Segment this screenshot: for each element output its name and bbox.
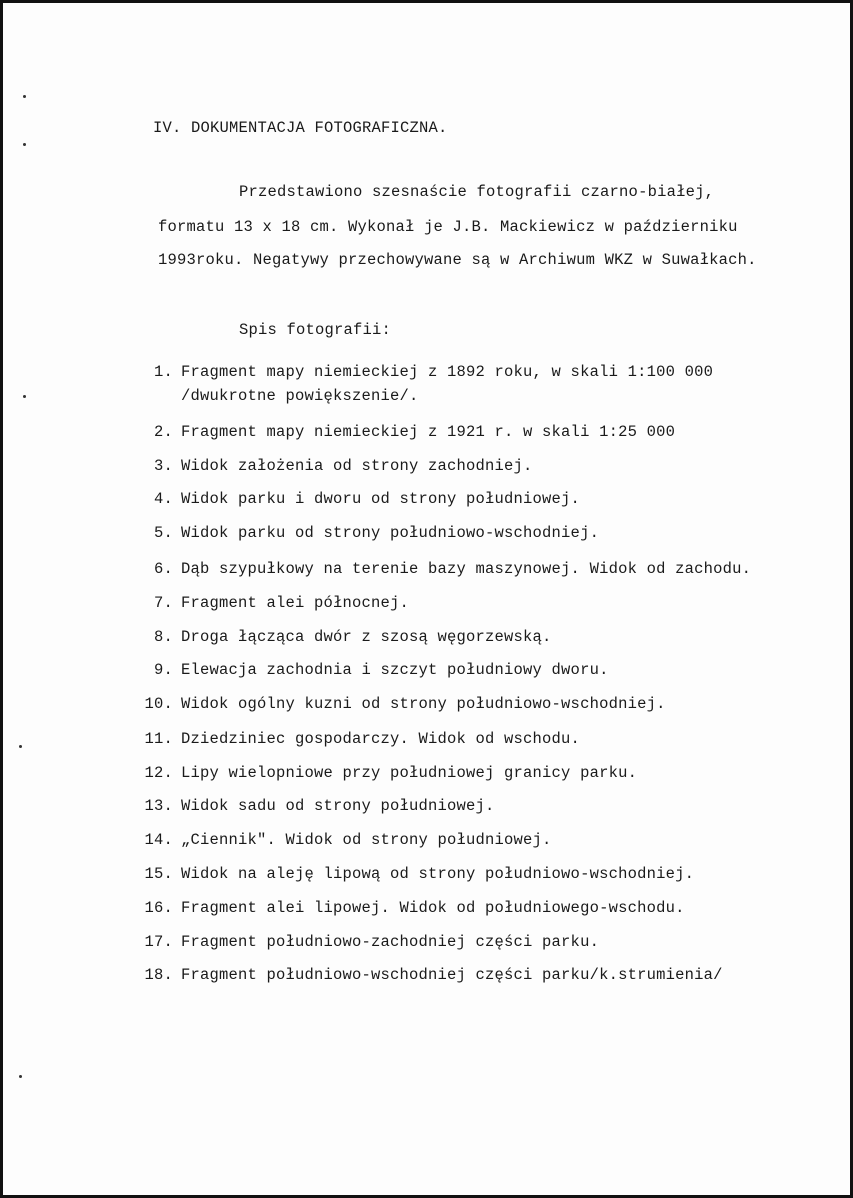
item-text: Widok na aleję lipową od strony południowo-wschodniej. (181, 865, 695, 883)
item-text: Fragment południowo-wschodniej części parku/k.strumienia/ (181, 966, 723, 984)
item-number: 5. (153, 524, 173, 542)
item-text: Lipy wielopniowe przy południowej granicy parku. (181, 764, 638, 782)
item-text: Fragment alei lipowej. Widok od południowego-wschodu. (181, 899, 685, 917)
list-item (3, 865, 853, 885)
item-text: Fragment południowo-zachodniej części parku. (181, 933, 600, 951)
item-text: Dąb szypułkowy na terenie bazy maszynowej. Widok od zachodu. (181, 560, 752, 578)
list-item (3, 628, 853, 648)
item-number: 17. (144, 933, 173, 951)
item-number: 3. (153, 457, 173, 475)
intro-line: formatu 13 x 18 cm. Wykonał je J.B. Mackiewicz w październiku (158, 218, 738, 236)
item-text: Elewacja zachodnia i szczyt południowy dworu. (181, 661, 609, 679)
item-number: 11. (144, 730, 173, 748)
item-text: Fragment alei północnej. (181, 594, 410, 612)
item-number: 8. (153, 628, 173, 646)
list-item (3, 661, 853, 681)
item-text: Widok parku od strony południowo-wschodniej. (181, 524, 600, 542)
list-item (3, 797, 853, 817)
list-item (3, 423, 853, 443)
item-text: Fragment mapy niemieckiej z 1892 roku, w skali 1:100 000 (181, 363, 714, 381)
item-number: 13. (144, 797, 173, 815)
list-item (3, 695, 853, 715)
list-item (3, 363, 853, 383)
item-number: 6. (153, 560, 173, 578)
item-number: 16. (144, 899, 173, 917)
item-text: Widok parku i dworu od strony południowej. (181, 490, 581, 508)
item-number: 14. (144, 831, 173, 849)
item-text: Widok sadu od strony południowej. (181, 797, 495, 815)
item-text-continuation: /dwukrotne powiększenie/. (181, 387, 419, 405)
item-number: 15. (144, 865, 173, 883)
item-number: 2. (153, 423, 173, 441)
item-number: 9. (153, 661, 173, 679)
item-number: 10. (144, 695, 173, 713)
list-item-continuation (3, 387, 853, 407)
intro-line: Przedstawiono szesnaście fotografii czarno-białej, (239, 183, 715, 201)
item-text: Widok ogólny kuzni od strony południowo-wschodniej. (181, 695, 666, 713)
item-number: 12. (144, 764, 173, 782)
item-text: Droga łącząca dwór z szosą węgorzewską. (181, 628, 552, 646)
item-number: 7. (153, 594, 173, 612)
item-number: 4. (153, 490, 173, 508)
list-item (3, 899, 853, 919)
list-item (3, 524, 853, 544)
list-item (3, 933, 853, 953)
list-item (3, 457, 853, 477)
list-item (3, 594, 853, 614)
section-heading: IV. DOKUMENTACJA FOTOGRAFICZNA. (153, 119, 448, 137)
list-item (3, 560, 853, 580)
item-number: 1. (153, 363, 173, 381)
list-item (3, 966, 853, 986)
list-item (3, 730, 853, 750)
item-text: Fragment mapy niemieckiej z 1921 r. w skali 1:25 000 (181, 423, 676, 441)
item-number: 18. (144, 966, 173, 984)
list-item (3, 831, 853, 851)
list-item (3, 490, 853, 510)
margin-mark (23, 143, 26, 146)
margin-mark (19, 1075, 22, 1078)
margin-mark (23, 95, 26, 98)
item-text: Dziedziniec gospodarczy. Widok od wschodu. (181, 730, 581, 748)
intro-line: 1993roku. Negatywy przechowywane są w Archiwum WKZ w Suwałkach. (158, 251, 757, 269)
item-text: Widok założenia od strony zachodniej. (181, 457, 533, 475)
list-title: Spis fotografii: (239, 321, 392, 339)
list-item (3, 764, 853, 784)
item-text: „Ciennik". Widok od strony południowej. (181, 831, 552, 849)
